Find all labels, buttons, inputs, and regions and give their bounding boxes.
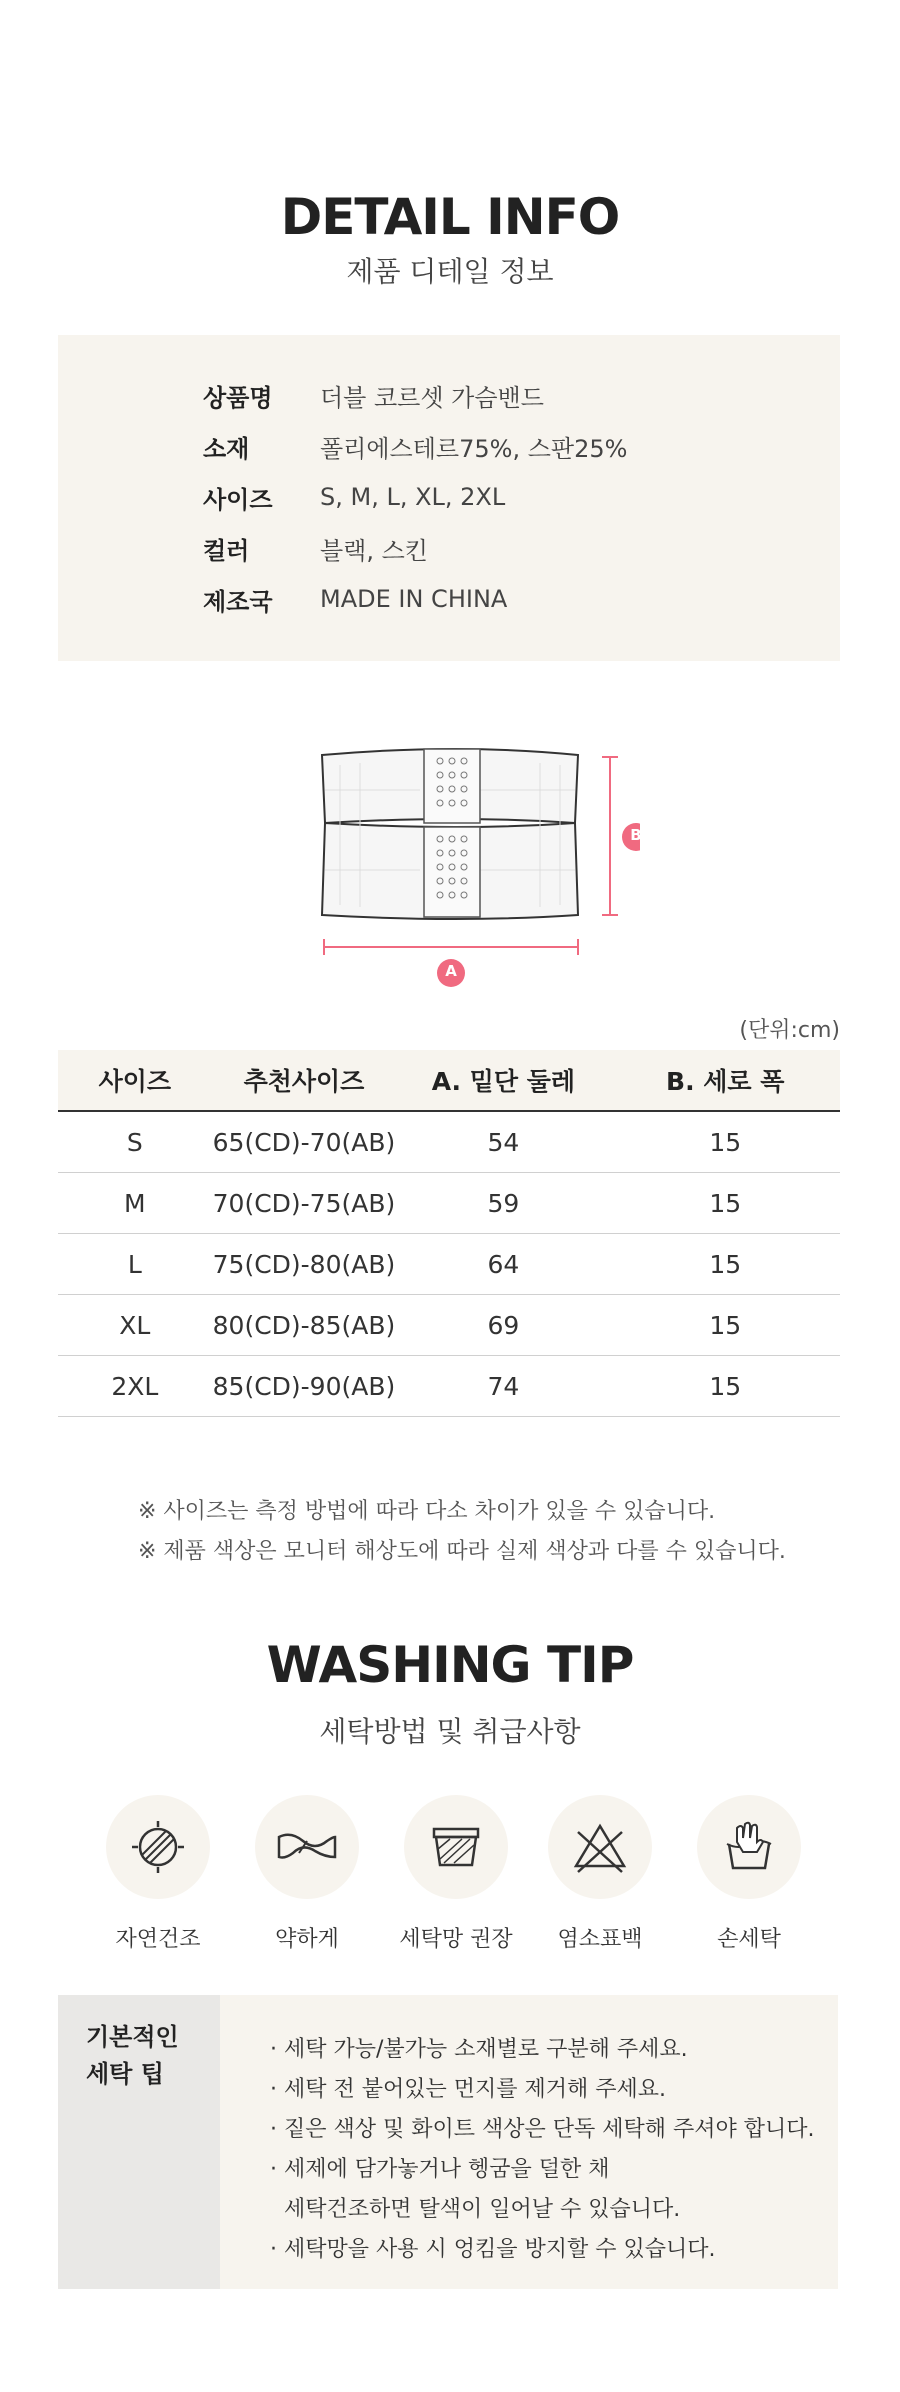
info-value: MADE IN CHINA [320,585,508,613]
cell-b: 15 [611,1111,841,1173]
table-row [58,1356,840,1417]
no-bleach-icon [548,1795,652,1899]
cell-recommended: 85(CD)-90(AB) [212,1356,397,1417]
hand-wash-icon [697,1795,801,1899]
table-row [58,1234,840,1295]
cell-b: 15 [611,1234,841,1295]
cell-b: 15 [611,1356,841,1417]
washing-tip-subtitle: 세탁방법 및 취급사항 [319,1715,581,1748]
wash-label-natural-dry: 자연건조 [115,1927,201,1952]
tip-title-line2: 세탁 팁 [86,2060,164,2088]
cell-size: M [58,1173,212,1234]
info-label: 사이즈 [203,485,273,514]
header-recommended: 추천사이즈 [212,1050,397,1111]
info-label: 컬러 [203,536,250,565]
cell-recommended: 75(CD)-80(AB) [212,1234,397,1295]
cell-size: XL [58,1295,212,1356]
cell-a: 69 [396,1295,610,1356]
info-value: 더블 코르셋 가슴밴드 [320,383,544,412]
natural-dry-icon [106,1795,210,1899]
tip-title-line1: 기본적인 [86,2023,179,2051]
gentle-wash-icon [255,1795,359,1899]
tip-line: · 짙은 색상 및 화이트 색상은 단독 세탁해 주셔야 합니다. [270,2117,815,2142]
table-header-row [58,1050,840,1111]
marker-b-label: B [630,826,642,844]
unit-label: (단위:cm) [739,1018,840,1043]
size-table [58,1050,840,1417]
info-label: 제조국 [203,587,273,616]
tip-line: · 세탁 가능/불가능 소재별로 구분해 주세요. [270,2037,688,2062]
tip-line: · 세제에 담가놓거나 헹굼을 덜한 채 [270,2157,610,2182]
cell-size: 2XL [58,1356,212,1417]
cell-a: 64 [396,1234,610,1295]
band-diagram [300,735,640,995]
table-row [58,1173,840,1234]
info-label: 소재 [203,434,250,463]
info-value: 블랙, 스킨 [320,536,428,565]
info-label: 상품명 [203,383,273,412]
note-color: ※ 제품 색상은 모니터 해상도에 따라 실제 색상과 다를 수 있습니다. [138,1539,786,1564]
table-row [58,1295,840,1356]
cell-recommended: 70(CD)-75(AB) [212,1173,397,1234]
header-bottom-circumference: A. 밑단 둘레 [396,1050,610,1111]
detail-info-title: DETAIL INFO [280,188,620,246]
tip-title [86,2019,179,2093]
note-size: ※ 사이즈는 측정 방법에 따라 다소 차이가 있을 수 있습니다. [138,1499,716,1524]
lower-hook-panel [424,827,480,917]
wash-label-bleach: 염소표백 [557,1927,643,1952]
laundry-net-icon [404,1795,508,1899]
cell-b: 15 [611,1295,841,1356]
cell-recommended: 65(CD)-70(AB) [212,1111,397,1173]
cell-size: S [58,1111,212,1173]
cell-recommended: 80(CD)-85(AB) [212,1295,397,1356]
cell-a: 54 [396,1111,610,1173]
table-row [58,1111,840,1173]
info-value: S, M, L, XL, 2XL [320,483,506,511]
tip-line: · 세탁망을 사용 시 엉킴을 방지할 수 있습니다. [270,2237,716,2262]
wash-label-gentle: 약하게 [275,1927,339,1952]
cell-b: 15 [611,1173,841,1234]
cell-a: 74 [396,1356,610,1417]
marker-a-label: A [445,962,457,980]
header-height: B. 세로 폭 [611,1050,841,1111]
cell-size: L [58,1234,212,1295]
detail-info-subtitle: 제품 디테일 정보 [346,255,554,288]
wash-label-hand-wash: 손세탁 [717,1927,781,1952]
header-size: 사이즈 [58,1050,212,1111]
tip-line: · 세탁 전 붙어있는 먼지를 제거해 주세요. [270,2077,666,2102]
product-info-box [58,335,840,661]
cell-a: 59 [396,1173,610,1234]
washing-tip-title: WASHING TIP [266,1636,634,1694]
wash-label-laundry-net: 세탁망 권장 [399,1927,513,1952]
tip-line: 세탁건조하면 탈색이 일어날 수 있습니다. [284,2197,681,2222]
info-value: 폴리에스테르75%, 스판25% [320,434,628,463]
